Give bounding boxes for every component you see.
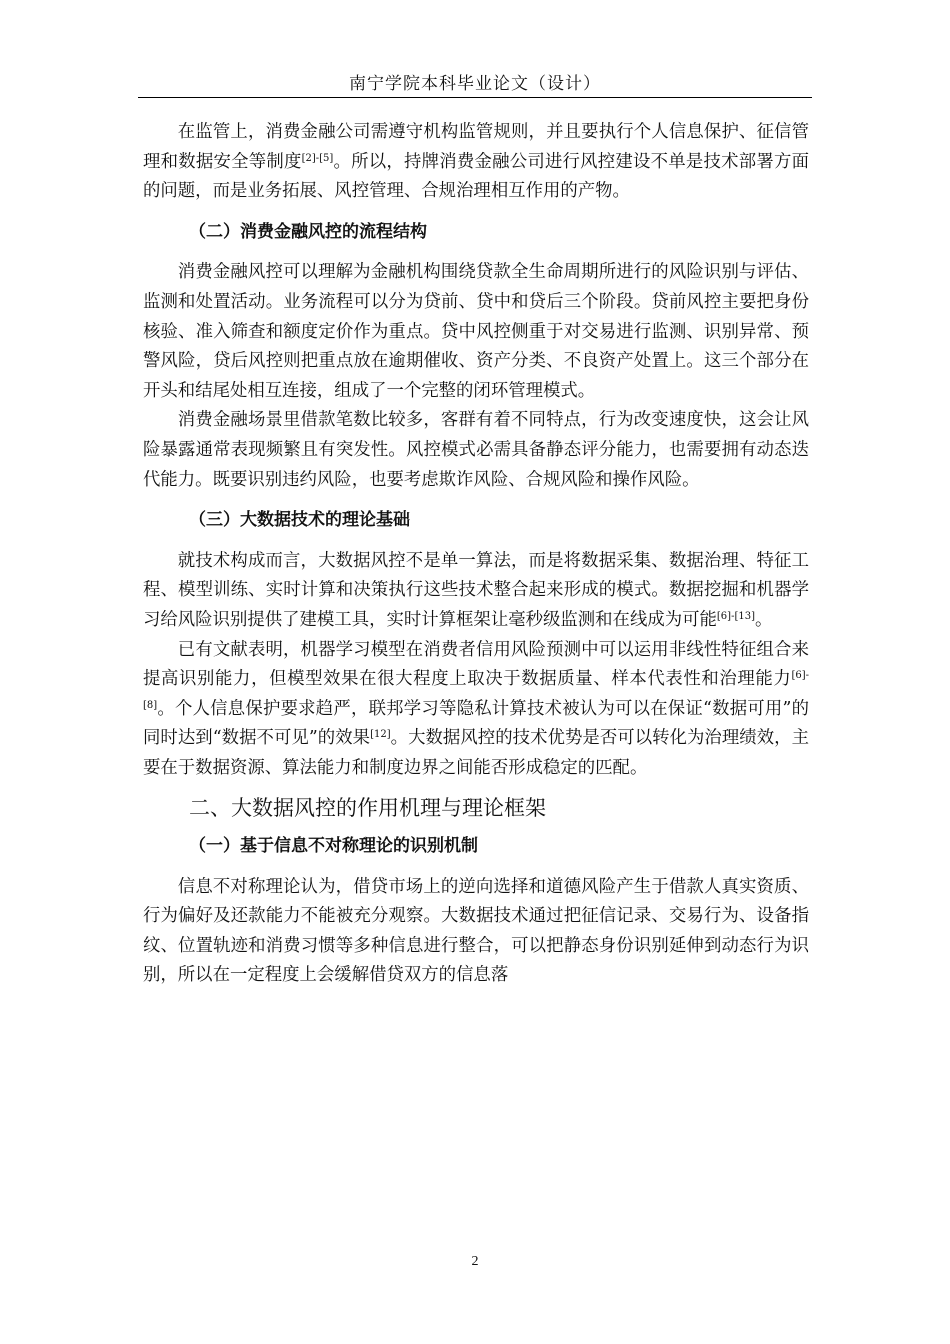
section-heading-asymmetry: （一）基于信息不对称理论的识别机制 [189, 836, 478, 857]
paragraph-text: 就技术构成而言，大数据风控不是单一算法，而是将数据采集、数据治理、特征工程、模型训练、实时计算和决策执行这些技术整合起来形成的模式。数据挖掘和机器学习给风险识别提供了建模工具，实时计算框架让毫秒级监测和在线成为可能 [143, 550, 809, 630]
paragraph-tech [143, 547, 809, 636]
paragraph-text: 。所以，持牌消费金融公司进行风控建设不单是技术部署方面的问题，而是业务拓展、风控管理、合规治理相互作用的产物。 [143, 151, 809, 202]
paragraph-asymmetry: 信息不对称理论认为，借贷市场上的逆向选择和道德风险产生于借款人真实资质、行为偏好及还款能力不能被充分观察。大数据技术通过把征信记录、交易行为、设备指纹、位置轨迹和消费习惯等多种信息进行整合，可以把静态身份识别延伸到动态行为识别，所以在一定程度上会缓解借贷双方的信息落 [143, 876, 809, 986]
paragraph-text: 。 [754, 609, 773, 630]
citation: [6]-[8] [143, 670, 809, 711]
paragraph-text: 。大数据风控的技术优势是否可以转化为治理绩效，主要在于数据资源、算法能力和制度边界之间能否形成稳定的匹配。 [143, 728, 809, 778]
page-body [143, 118, 809, 991]
section-heading-process: （二）消费金融风控的流程结构 [189, 221, 427, 242]
header-rule [138, 97, 812, 98]
paragraph-literature [143, 636, 809, 784]
paragraph-text: 。个人信息保护要求趋严，联邦学习等隐私计算技术被认为可以在保证“数据可用”的同时达到“数据不可见”的效果 [143, 698, 809, 749]
citation: [2]-[5] [301, 152, 334, 164]
page-number: 2 [471, 1254, 479, 1269]
paragraph-text: 在监管上，消费金融公司需遵守机构监管规则，并且要执行个人信息保护、征信管理和数据安全等制度 [143, 122, 809, 172]
citation: [12] [370, 729, 391, 741]
chapter-heading: 二、大数据风控的作用机理与理论框架 [189, 796, 546, 821]
paragraph-text: 已有文献表明，机器学习模型在消费者信用风险预测中可以运用非线性特征组合来提高识别能力，但模型效果在很大程度上取决于数据质量、样本代表性和治理能力 [143, 639, 809, 690]
paragraph-process: 消费金融风控可以理解为金融机构围绕贷款全生命周期所进行的风险识别与评估、监测和处置活动。业务流程可以分为贷前、贷中和贷后三个阶段。贷前风控主要把身份核验、准入筛查和额度定价作为重点。贷中风控侧重于对交易进行监测、识别异常、预警风险，贷后风控则把重点放在逾期催收、资产分类、不良资产处置上。这三个部分在开头和结尾处相互连接，组成了一个完整的闭环管理模式。 [143, 262, 809, 401]
paragraph-regulation [143, 118, 809, 207]
running-header: 南宁学院本科毕业论文（设计） [349, 74, 601, 94]
citation: [6]-[13] [716, 610, 755, 622]
paragraph-scenario: 消费金融场景里借款笔数比较多，客群有着不同特点，行为改变速度快，这会让风险暴露通常表现频繁且有突发性。风控模式必需具备静态评分能力，也需要拥有动态迭代能力。既要识别违约风险，也要考虑欺诈风险、合规风险和操作风险。 [143, 410, 809, 490]
section-heading-theory: （三）大数据技术的理论基础 [189, 510, 410, 531]
